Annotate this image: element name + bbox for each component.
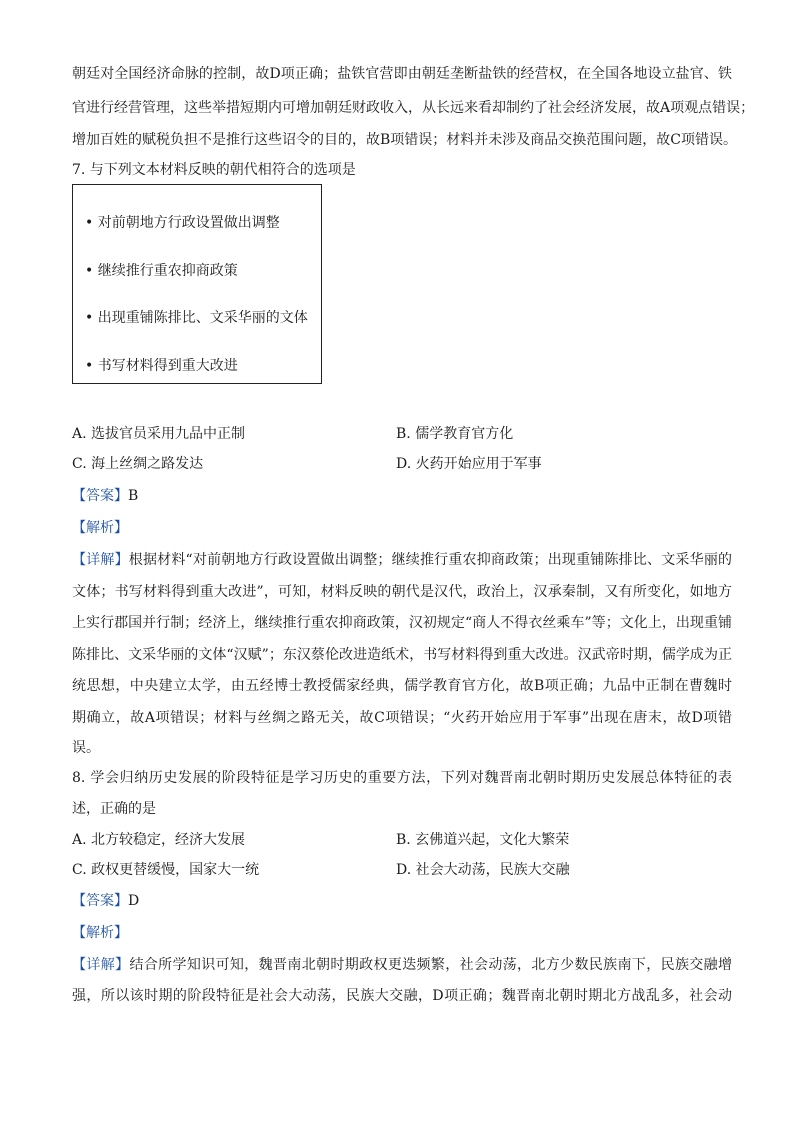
q8-analysis-label: 【解析】: [72, 925, 128, 941]
answer-label: 【答案】: [72, 893, 128, 909]
q7-stem: 7. 与下列文本材料反映的朝代相符合的选项是: [72, 162, 356, 178]
q8-option-a: A. 北方较稳定，经济大发展: [72, 832, 246, 848]
q7-answer: [72, 486, 732, 506]
q7-detail-line-2: 文体；书写材料得到重大改进”，可知，材料反映的朝代是汉代，政治上，汉承秦制，又有所变化，如地方: [72, 584, 732, 600]
q7-detail-line-3: 上实行郡国并行制；经济上，继续推行重农抑商政策，汉初规定“商人不得衣丝乘车”等；文化上，出现重铺: [72, 615, 732, 631]
intro-line-1: 朝廷对全国经济命脉的控制，故D项正确；盐铁官营即由朝廷垄断盐铁的经营权，在全国各地设立盐官、铁: [72, 66, 732, 82]
q7-option-a: A. 选拔官员采用九品中正制: [72, 426, 246, 442]
answer-value: B: [128, 488, 139, 504]
q7-material-box: [72, 184, 322, 384]
answer-label: 【答案】: [72, 488, 128, 504]
q7-material-item: • 书写材料得到重大改进: [85, 358, 238, 374]
q7-material-item: • 出现重铺陈排比、文采华丽的文体: [85, 310, 308, 326]
q8-stem-line-1: 8. 学会归纳历史发展的阶段特征是学习历史的重要方法，下列对魏晋南北朝时期历史发展总体特征的表: [72, 770, 732, 786]
answer-value: D: [128, 893, 140, 909]
q7-detail-line-5: 统思想，中央建立太学，由五经博士教授儒家经典，儒学教育官方化，故B项正确；九品中正制在曹魏时: [72, 678, 732, 694]
q8-detail-line-2: 强，所以该时期的阶段特征是社会大动荡，民族大交融，D项正确；魏晋南北朝时期北方战乱多，社会动: [72, 988, 732, 1004]
q7-detail-line-7: 误。: [72, 740, 100, 756]
q8-answer: [72, 891, 732, 911]
q8-detail-line-1: 【详解】结合所学知识可知，魏晋南北朝时期政权更迭频繁，社会动荡，北方少数民族南下，民族交融增: [72, 957, 733, 973]
q7-detail-line-1: 【详解】根据材料“对前朝地方行政设置做出调整；继续推行重农抑商政策；出现重铺陈排比、文采华丽的: [72, 552, 733, 568]
q8-option-c: C. 政权更替缓慢，国家大一统: [72, 862, 260, 878]
q8-option-d: D. 社会大动荡，民族大交融: [396, 862, 570, 878]
q8-stem-line-2: 述，正确的是: [72, 801, 156, 817]
q7-option-c: C. 海上丝绸之路发达: [72, 456, 204, 472]
q7-material-item: • 对前朝地方行政设置做出调整: [85, 215, 280, 231]
q7-option-b: B. 儒学教育官方化: [396, 426, 514, 442]
q7-analysis-label: 【解析】: [72, 520, 128, 536]
q8-option-b: B. 玄佛道兴起，文化大繁荣: [396, 832, 570, 848]
q7-detail-line-6: 期确立，故A项错误；材料与丝绸之路无关，故C项错误；“火药开始应用于军事”出现在唐末，故D项错: [72, 710, 732, 726]
intro-line-2: 官进行经营管理，这些举措短期内可增加朝廷财政收入，从长远来看却制约了社会经济发展，故A项观点错误；: [72, 100, 755, 116]
detail-label: 【详解】: [72, 957, 130, 973]
detail-label: 【详解】: [72, 552, 129, 568]
q7-material-item: • 继续推行重农抑商政策: [85, 263, 238, 279]
q7-option-d: D. 火药开始应用于军事: [396, 456, 542, 472]
q7-detail-line-4: 陈排比、文采华丽的文体“汉赋”；东汉蔡伦改进造纸术，书写材料得到重大改进。汉武帝时期，儒学成为正: [72, 647, 732, 663]
intro-line-3: 增加百姓的赋税负担不是推行这些诏令的目的，故B项错误；材料并未涉及商品交换范围问题，故C项错误。: [72, 132, 737, 148]
